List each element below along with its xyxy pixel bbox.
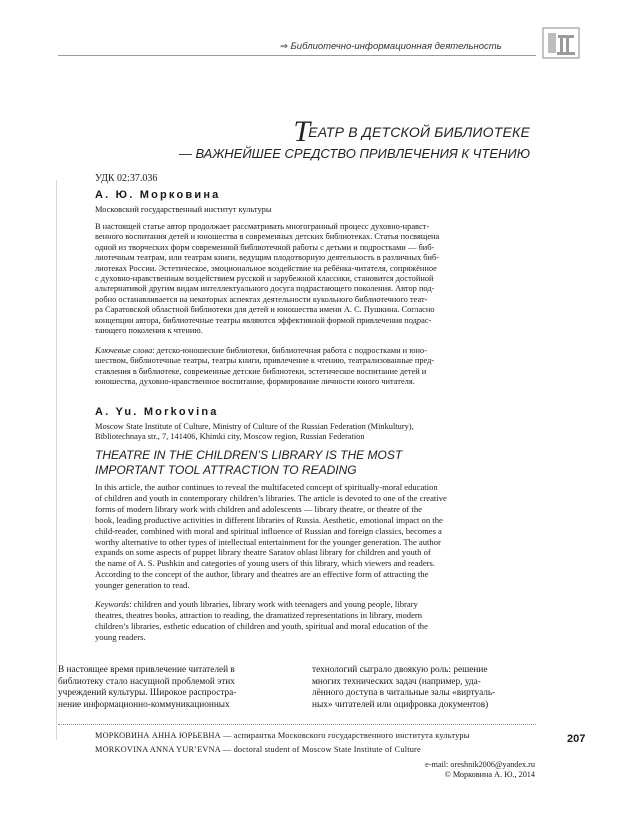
keywords-ru-line: шеством, библиотечные театры, театры книги, привлечение к чтению, театрализованные пред- — [95, 356, 435, 366]
abstract-ru — [95, 222, 517, 336]
abstract-en-line: book, leading productive activities in different libraries of Russia. Aesthetic, emotional impact on the — [95, 514, 443, 525]
body-column-right — [312, 665, 552, 711]
author-email: e-mail: oreshnik2006@yandex.ru — [425, 760, 535, 769]
abstract-ru-line: робно останавливается на некоторых аспектах деятельности кукольного библиотечного теат- — [95, 294, 428, 304]
keywords-ru-line — [95, 346, 517, 356]
keywords-en-label: Keywords — [95, 599, 130, 609]
abstract-ru-line: концепции автора, библиотечные театры являются эффективной формой привлечения подрас- — [95, 315, 432, 325]
abstract-ru-line: ра Саратовской областной библиотеки для детей и юношества имени А. С. Пушкина. Согласно — [95, 305, 435, 315]
body-line: ных» читателей или оцифровка документов) — [312, 699, 489, 710]
title-en-line: THEATRE IN THE CHILDREN’S LIBRARY IS THE MOST — [95, 448, 403, 462]
keywords-en-line: young readers. — [95, 631, 146, 642]
body-line: многих технических задач (например, уда- — [312, 676, 481, 687]
abstract-ru-line: тающего поколения к чтению. — [95, 326, 203, 336]
affiliation-en-line: Moscow State Institute of Culture, Ministry of Culture of the Russian Federation (Minkultury), — [95, 422, 414, 431]
abstract-en-line: child-reader, combined with moral and spiritual influence of Russian and foreign classics, becomes a — [95, 525, 442, 536]
affiliation-en-line: Bibliotechnaya str., 7, 141406, Khimki city, Moscow region, Russian Federation — [95, 432, 365, 442]
abstract-en-line: younger generation to read. — [95, 580, 190, 591]
running-header — [280, 41, 502, 52]
abstract-en-line: According to the concept of the author, library and theatres are an effective form of attracting the — [95, 569, 429, 580]
arrow-icon: ⇒ — [280, 41, 288, 52]
footnote-author-ru: МОРКОВИНА АННА ЮРЬЕВНА — аспирантка Московского государственного института культуры — [95, 731, 470, 740]
margin-rule — [56, 180, 57, 740]
author-affiliation-en — [95, 422, 517, 443]
abstract-ru-line: В настоящей статье автор продолжает рассматривать многогранный процесс духовно-нравст- — [95, 222, 430, 231]
body-line: библиотеку стало насущной проблемой этих — [58, 676, 235, 687]
journal-logo-icon — [542, 27, 580, 59]
abstract-ru-line: лиотечным театрам, или театрам книги, ведущим плодотворную деятельность в различных биб- — [95, 253, 440, 263]
keywords-en-line: theatres, theatres books, attraction to reading, the dramatized representations in library, modern — [95, 609, 423, 620]
abstract-en-line: expands on some aspects of puppet library theatre Saratov oblast library for children and youth of — [95, 547, 431, 558]
section-title: Библиотечно-информационная деятельность — [290, 41, 502, 52]
article-title-line2: — ВАЖНЕЙШЕЕ СРЕДСТВО ПРИВЛЕЧЕНИЯ К ЧТЕНИЮ — [178, 146, 530, 161]
body-line: учреждений культуры. Широкое распростра- — [58, 688, 237, 699]
udc-code: УДК 02:37.036 — [95, 173, 158, 184]
author-name-en: A. Yu. Morkovina — [95, 406, 219, 418]
footnote-author-en: MORKOVINA ANNA YUR’EVNA — doctoral student of Moscow State Institute of Culture — [95, 745, 421, 754]
copyright: © Морковина А. Ю., 2014 — [444, 770, 535, 779]
keywords-en-line: children’s libraries, esthetic education of children and youth, spiritual and moral education of the — [95, 620, 428, 631]
body-column-left — [58, 665, 298, 711]
abstract-en-line: worthy alternative to other types of intellectual entertainment for the younger generation. The author — [95, 536, 441, 547]
keywords-ru-text: : детско-юношеские библиотеки, библиотечная работа с подростками и юно- — [152, 346, 427, 355]
abstract-ru-line: альтернативой другим видам интеллектуального досуга подрастающего поколения. Автор под- — [95, 284, 435, 294]
title-initial: Т — [293, 115, 311, 148]
author-affiliation-ru: Московский государственный институт культуры — [95, 205, 272, 214]
abstract-en-line: of children and youth in contemporary children’s libraries. The article is devoted to one of the creative — [95, 492, 447, 503]
keywords-ru-line: юношества, духовно-нравственное воспитание, формирование личности юного читателя. — [95, 377, 415, 387]
title-rest: ЕАТР В ДЕТСКОЙ БИБЛИОТЕКЕ — [308, 124, 530, 140]
abstract-en-line: forms of modern library work with children and adolescents — library theatre, or theatre of the — [95, 503, 422, 514]
title-en-line: IMPORTANT TOOL ATTRACTION TO READING — [95, 463, 357, 477]
article-title-line1 — [280, 115, 530, 149]
header-rule — [58, 55, 536, 56]
abstract-ru-line: одной из творческих форм современной библиотечной работы с детьми и подростками — биб- — [95, 242, 435, 252]
abstract-ru-line: венного воспитания детей и юношества в современных детских библиотеках. Статья посвящена — [95, 232, 440, 242]
keywords-ru-label: Ключевые слова — [95, 346, 153, 355]
body-line: В настоящее время привлечение читателей в — [58, 665, 235, 675]
footnote-divider — [58, 724, 536, 725]
keywords-ru — [95, 346, 517, 388]
abstract-ru-line: лиотеках России. Эстетическое, эмоциональное воздействие на ребёнка-читателя, сопряжённое — [95, 263, 437, 273]
author-name-ru: А. Ю. Морковина — [95, 189, 221, 201]
body-line: технологий сыграло двоякую роль: решение — [312, 665, 488, 675]
article-title-en — [95, 448, 525, 478]
body-line: нение информационно-коммуникационных — [58, 699, 230, 710]
body-line: лённого доступа в читальные залы «виртуаль- — [312, 688, 496, 699]
keywords-en-text: : children and youth libraries, library work with teenagers and young people, library — [129, 599, 418, 609]
keywords-en-line — [95, 599, 517, 610]
keywords-en — [95, 599, 517, 643]
page-number: 207 — [567, 733, 586, 745]
abstract-en — [95, 482, 517, 591]
abstract-ru-line: с духовно-нравственным воздействием русской и зарубежной классики, становится достойной — [95, 274, 434, 284]
abstract-en-line: the name of A. S. Pushkin and categories of young users of this library, which viewers and readers. — [95, 558, 436, 569]
abstract-en-line: In this article, the author continues to reveal the multifaceted concept of spiritually-moral education — [95, 482, 438, 492]
keywords-ru-line: ставления в библиотеке, современные детские библиотеки, эстетическое воспитание детей и — [95, 366, 427, 376]
